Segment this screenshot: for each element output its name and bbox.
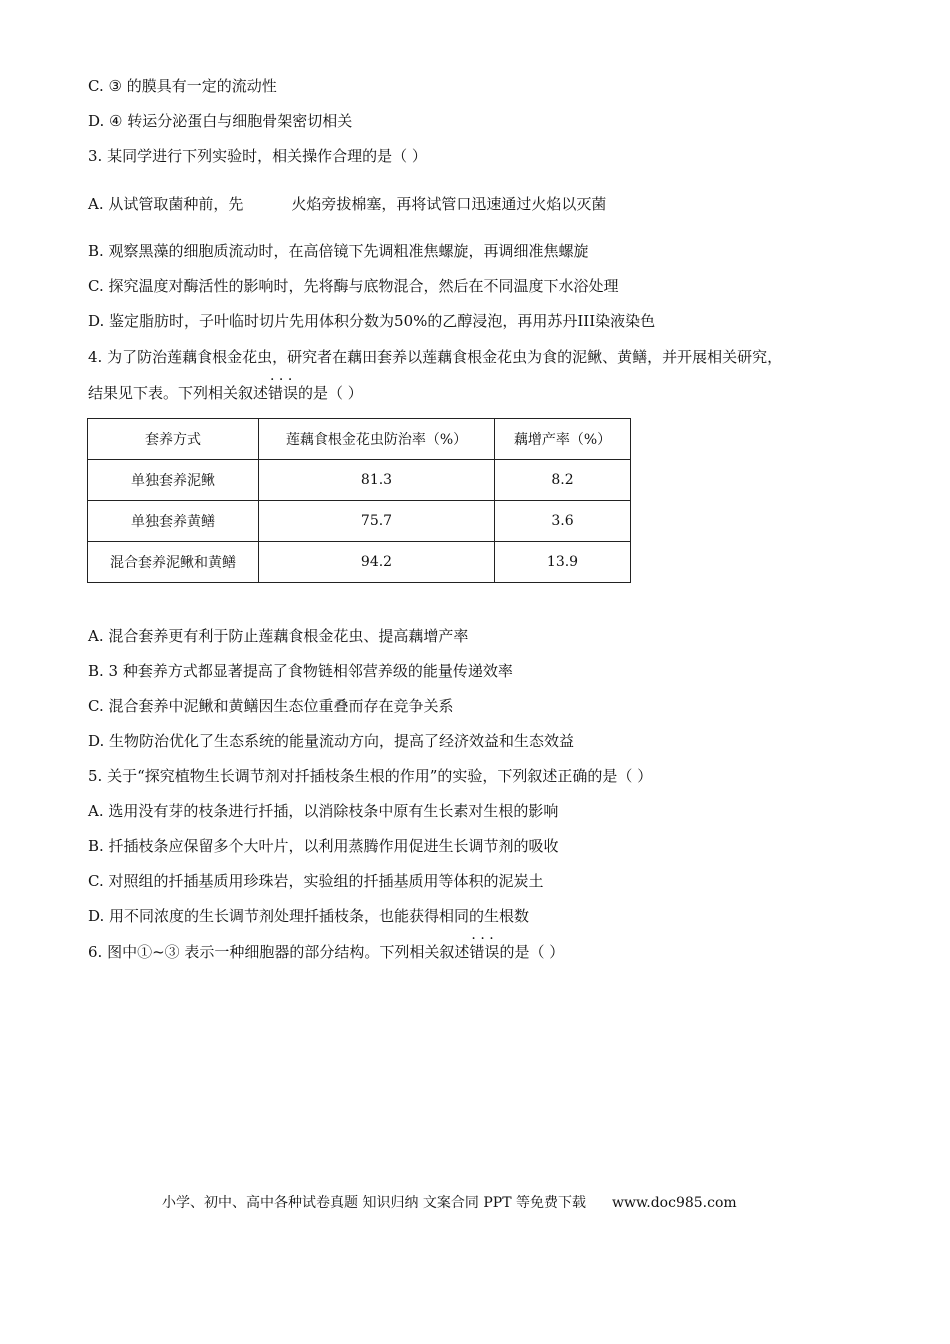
table-cell: 单独套养泥鳅 [88,460,259,501]
table-row [88,542,631,583]
table-row [88,501,631,542]
q3-option-a [88,194,606,214]
table-cell: 13.9 [495,542,631,583]
q4-option-b: B. 3 种套养方式都显著提高了食物链相邻营养级的能量传递效率 [88,662,513,680]
q5-option-b: B. 扦插枝条应保留多个大叶片，以利用蒸腾作用促进生长调节剂的吸收 [88,837,559,855]
question-5: 5. 关于“探究植物生长调节剂对扦插枝条生根的作用”的实验，下列叙述正确的是（ ） [88,767,653,785]
q4-option-c: C. 混合套养中泥鳅和黄鳝因生态位重叠而存在竞争关系 [88,697,454,715]
q2-option-c: C. ③ 的膜具有一定的流动性 [88,77,277,95]
q5-option-a: A. 选用没有芽的枝条进行扦插，以消除枝条中原有生长素对生根的影响 [88,802,559,820]
page-footer [162,1192,737,1212]
q3-option-b: B. 观察黑藻的细胞质流动时，在高倍镜下先调粗准焦螺旋，再调细准焦螺旋 [88,242,589,260]
q3-option-a-part1: A. 从试管取菌种前，先 [88,195,244,213]
table-cell: 8.2 [495,460,631,501]
q6-stem-end: 的是（ ） [499,943,565,961]
q4-option-d: D. 生物防治优化了生态系统的能量流动方向，提高了经济效益和生态效益 [88,732,575,750]
table-header: 莲藕食根金花虫防治率（%） [259,419,495,460]
table-header: 藕增产率（%） [495,419,631,460]
q4-emphasis-word: · · · 错误 [268,383,298,403]
question-4-line1: 4. 为了防治莲藕食根金花虫，研究者在藕田套养以莲藕食根金花虫为食的泥鳅、黄鳝，并开展相关研究， [88,348,783,366]
results-table [87,418,631,583]
q4-option-a: A. 混合套养更有利于防止莲藕食根金花虫、提高藕增产率 [88,627,469,645]
q3-option-c: C. 探究温度对酶活性的影响时，先将酶与底物混合，然后在不同温度下水浴处理 [88,277,619,295]
q6-stem-text: 6. 图中①~③ 表示一种细胞器的部分结构。下列相关叙述 [88,943,470,961]
table-cell: 75.7 [259,501,495,542]
table-header-row [88,419,631,460]
table-cell: 单独套养黄鳝 [88,501,259,542]
question-6 [88,942,564,962]
q3-option-a-part2: 火焰旁拔棉塞，再将试管口迅速通过火焰以灭菌 [291,195,607,213]
q5-option-c: C. 对照组的扦插基质用珍珠岩，实验组的扦插基质用等体积的泥炭土 [88,872,544,890]
table-row [88,460,631,501]
question-4-line2 [88,383,363,403]
q4-stem-text: 结果见下表。下列相关叙述 [88,384,269,402]
q2-option-d: D. ④ 转运分泌蛋白与细胞骨架密切相关 [88,112,353,130]
footer-text: 小学、初中、高中各种试卷真题 知识归纳 文案合同 PPT 等免费下载 [162,1195,586,1211]
q6-emphasis-word: · · · 错误 [469,942,499,962]
footer-site-link[interactable]: www.doc985.com [611,1195,737,1211]
table-cell: 94.2 [259,542,495,583]
table-header: 套养方式 [88,419,259,460]
question-3: 3. 某同学进行下列实验时，相关操作合理的是（ ） [88,147,427,165]
table-cell: 混合套养泥鳅和黄鳝 [88,542,259,583]
q4-stem-end: 的是（ ） [298,384,363,402]
table-cell: 81.3 [259,460,495,501]
q3-option-d: D. 鉴定脂肪时，子叶临时切片先用体积分数为50%的乙醇浸泡，再用苏丹III染液染色 [88,312,656,330]
table-cell: 3.6 [495,501,631,542]
q5-option-d: D. 用不同浓度的生长调节剂处理扦插枝条，也能获得相同的生根数 [88,907,530,925]
